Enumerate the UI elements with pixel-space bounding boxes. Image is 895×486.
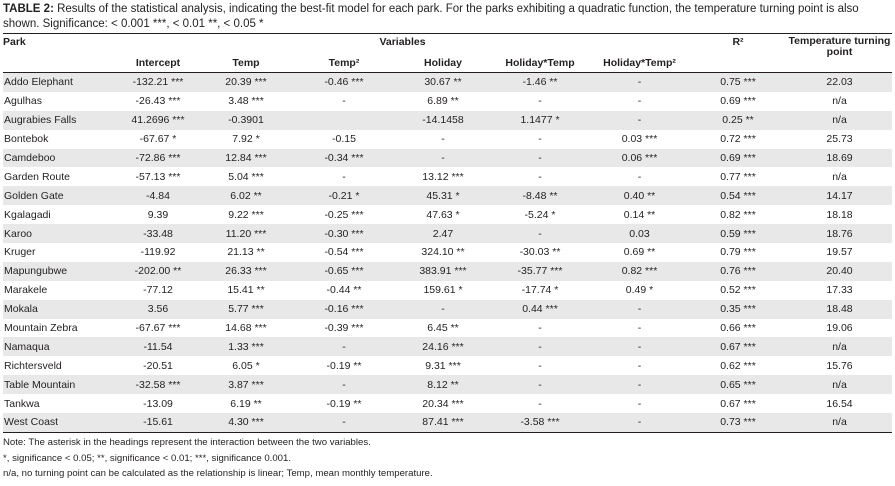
cell-holiday: - <box>396 149 490 168</box>
note-line: Note: The asterisk in the headings represent the interaction between the two variables. <box>3 436 371 448</box>
cell-temp: 15.41 ** <box>227 284 265 297</box>
table-row <box>3 262 892 281</box>
cell-r2: 0.54 *** <box>689 186 787 205</box>
cell-holiday-temp2: - <box>637 170 642 183</box>
cell-temp2: -0.39 *** <box>324 322 364 335</box>
cell-holiday: 9.31 *** <box>425 359 461 372</box>
cell-holiday: 8.12 ** <box>396 375 490 394</box>
cell-holiday-temp: - <box>538 170 542 183</box>
cell-holiday-temp: -35.77 *** <box>490 262 590 281</box>
cell-r2: 0.59 *** <box>689 224 787 243</box>
cell-r2: 0.75 *** <box>689 73 787 92</box>
cell-r2: 0.62 *** <box>720 359 756 372</box>
table-row <box>3 111 892 130</box>
cell-holiday-temp: -8.48 ** <box>490 186 590 205</box>
table-row <box>3 319 892 338</box>
table-row <box>3 186 892 205</box>
cell-holiday: -14.1458 <box>396 111 490 130</box>
cell-holiday-temp: - <box>490 375 590 394</box>
table-row <box>3 413 892 432</box>
table-row <box>3 300 892 319</box>
cell-temp2: - <box>342 170 346 183</box>
cell-temp: 12.84 *** <box>200 149 292 168</box>
header-row-columns <box>3 54 892 73</box>
cell-r2: 0.69 *** <box>689 149 787 168</box>
cell-holiday-temp2: 0.03 <box>590 224 689 243</box>
cell-temp2: -0.16 *** <box>292 300 396 319</box>
cell-holiday: 45.31 * <box>396 186 490 205</box>
cell-intercept: -4.84 <box>116 186 200 205</box>
cell-turning-point: n/a <box>787 413 892 432</box>
cell-temp: 3.48 *** <box>228 95 264 108</box>
table-row <box>3 394 892 413</box>
cell-park: Table Mountain <box>3 375 116 394</box>
cell-intercept: -32.58 *** <box>116 375 200 394</box>
cell-holiday-temp: 1.1477 * <box>490 111 590 130</box>
cell-r2: 0.72 *** <box>720 133 756 146</box>
cell-holiday: - <box>396 300 490 319</box>
cell-r2: 0.25 ** <box>689 111 787 130</box>
table-caption <box>3 2 892 32</box>
cell-holiday-temp: - <box>538 397 542 410</box>
cell-r2: 0.82 *** <box>720 208 756 221</box>
cell-turning-point: 16.54 <box>826 397 853 410</box>
cell-intercept: -20.51 <box>143 359 173 372</box>
cell-park: Bontebok <box>4 133 49 146</box>
header-variables: Variables <box>379 36 426 48</box>
cell-holiday-temp2: - <box>590 413 689 432</box>
table-row <box>3 73 892 92</box>
cell-turning-point: 18.48 <box>787 300 892 319</box>
cell-holiday-temp: - <box>490 224 590 243</box>
cell-holiday-temp: -3.58 *** <box>490 413 590 432</box>
header-turning-point: Temperature turning point <box>788 35 891 58</box>
cell-r2: 0.52 *** <box>720 284 756 297</box>
cell-holiday: - <box>441 133 445 146</box>
results-table <box>3 33 892 433</box>
cell-holiday-temp2: 0.40 ** <box>590 186 689 205</box>
header-holiday: Holiday <box>424 57 462 69</box>
cell-park: West Coast <box>3 413 116 432</box>
cell-holiday-temp2: - <box>590 337 689 356</box>
cell-temp: 7.92 * <box>232 133 260 146</box>
cell-holiday-temp: -5.24 * <box>524 208 556 221</box>
cell-r2: 0.79 *** <box>720 246 756 259</box>
cell-turning-point: 15.76 <box>826 359 853 372</box>
cell-temp2: -0.54 *** <box>324 246 364 259</box>
cell-temp: 20.39 *** <box>200 73 292 92</box>
cell-holiday-temp2: - <box>590 73 689 92</box>
cell-park: Namaqua <box>3 337 116 356</box>
cell-holiday-temp2: - <box>637 359 642 372</box>
cell-holiday-temp2: - <box>637 322 642 335</box>
cell-intercept: -119.92 <box>140 246 176 259</box>
cell-temp2: -0.21 * <box>292 186 396 205</box>
cell-holiday-temp: - <box>538 359 542 372</box>
header-r2: R² <box>732 36 744 48</box>
cell-holiday-temp2: - <box>590 111 689 130</box>
cell-r2: 0.69 *** <box>720 95 756 108</box>
cell-temp: 6.02 ** <box>200 186 292 205</box>
cell-holiday: 20.34 *** <box>422 397 464 410</box>
cell-temp: 14.68 *** <box>225 322 267 335</box>
header-holiday-temp2: Holiday*Temp² <box>603 57 676 69</box>
cell-holiday: 324.10 ** <box>421 246 465 259</box>
cell-park: Golden Gate <box>3 186 116 205</box>
table-row <box>3 281 892 300</box>
cell-holiday: 30.67 ** <box>396 73 490 92</box>
cell-park: Karoo <box>3 224 116 243</box>
table-row <box>3 92 892 111</box>
cell-r2: 0.67 *** <box>720 397 756 410</box>
cell-temp: 1.33 *** <box>200 337 292 356</box>
cell-holiday-temp: - <box>538 133 542 146</box>
table-row <box>3 167 892 186</box>
cell-turning-point: n/a <box>787 111 892 130</box>
note-line: n/a, no turning point can be calculated as the relationship is linear; Temp, mean monthly temperature. <box>3 468 433 480</box>
cell-r2: 0.65 *** <box>689 375 787 394</box>
table-row <box>3 337 892 356</box>
table-row <box>3 224 892 243</box>
table-row <box>3 356 892 375</box>
cell-temp2: -0.44 ** <box>326 284 362 297</box>
cell-holiday-temp: 0.44 *** <box>490 300 590 319</box>
cell-park: Mapungubwe <box>3 262 116 281</box>
cell-park: Tankwa <box>4 397 40 410</box>
cell-park: Agulhas <box>4 95 42 108</box>
cell-holiday-temp: -17.74 * <box>521 284 559 297</box>
cell-park: Camdeboo <box>3 149 116 168</box>
cell-intercept: -132.21 *** <box>116 73 200 92</box>
header-row-top <box>3 34 892 55</box>
table-row <box>3 375 892 394</box>
cell-holiday-temp: - <box>538 322 542 335</box>
cell-temp: -0.3901 <box>200 111 292 130</box>
cell-temp2: - <box>342 95 346 108</box>
cell-r2: 0.66 *** <box>720 322 756 335</box>
cell-holiday-temp2: - <box>637 397 642 410</box>
cell-turning-point: n/a <box>787 375 892 394</box>
cell-r2: 0.73 *** <box>689 413 787 432</box>
cell-holiday: 6.89 ** <box>427 95 459 108</box>
cell-park: Kruger <box>4 246 36 259</box>
header-park: Park <box>3 36 26 48</box>
cell-holiday-temp2: 0.14 ** <box>623 208 656 221</box>
cell-temp: 6.19 ** <box>230 397 262 410</box>
cell-holiday-temp: -30.03 ** <box>519 246 561 259</box>
cell-temp2: -0.19 ** <box>326 397 362 410</box>
cell-temp2: -0.65 *** <box>292 262 396 281</box>
table-body <box>3 73 892 433</box>
cell-park: Garden Route <box>4 170 70 183</box>
cell-turning-point: n/a <box>832 170 847 183</box>
cell-temp: 5.04 *** <box>228 170 264 183</box>
cell-holiday-temp: - <box>490 337 590 356</box>
cell-holiday-temp: -1.46 ** <box>490 73 590 92</box>
cell-turning-point: 18.76 <box>787 224 892 243</box>
cell-temp2: - <box>292 337 396 356</box>
cell-intercept: -77.12 <box>143 284 173 297</box>
cell-park: Kgalagadi <box>4 208 51 221</box>
cell-holiday: 13.12 *** <box>422 170 464 183</box>
cell-r2: 0.35 *** <box>689 300 787 319</box>
cell-park: Marakele <box>4 284 48 297</box>
cell-turning-point: 22.03 <box>787 73 892 92</box>
cell-turning-point: 19.57 <box>826 246 853 259</box>
cell-turning-point: 19.06 <box>826 322 853 335</box>
cell-intercept: -202.00 ** <box>116 262 200 281</box>
cell-turning-point: 18.69 <box>787 149 892 168</box>
cell-turning-point: n/a <box>787 337 892 356</box>
cell-intercept: -67.67 *** <box>135 322 181 335</box>
cell-park: Richtersveld <box>4 359 62 372</box>
cell-temp: 5.77 *** <box>200 300 292 319</box>
cell-holiday: 159.61 * <box>423 284 463 297</box>
cell-temp2: - <box>292 375 396 394</box>
cell-intercept: -26.43 *** <box>135 95 181 108</box>
header-holiday-temp: Holiday*Temp <box>505 57 575 69</box>
cell-holiday-temp2: 0.49 * <box>625 284 654 297</box>
cell-temp2: -0.30 *** <box>292 224 396 243</box>
cell-intercept: -11.54 <box>116 337 200 356</box>
cell-temp2: -0.34 *** <box>292 149 396 168</box>
cell-turning-point: 25.73 <box>826 133 853 146</box>
cell-temp: 3.87 *** <box>200 375 292 394</box>
cell-holiday: 2.47 <box>396 224 490 243</box>
cell-intercept: 3.56 <box>116 300 200 319</box>
cell-r2: 0.77 *** <box>720 170 756 183</box>
cell-holiday: 24.16 *** <box>396 337 490 356</box>
cell-holiday: 87.41 *** <box>396 413 490 432</box>
table-row <box>3 243 892 262</box>
cell-holiday-temp2: 0.03 *** <box>621 133 658 146</box>
cell-temp2: -0.15 <box>332 133 356 146</box>
caption-text: Results of the statistical analysis, indicating the best-fit model for each park. For the parks exhibiting a quadratic function, the temperature turning point is also shown. Significance: < 0.001 ***, < 0.01 **, < 0.05 * <box>3 3 859 30</box>
cell-intercept: -57.13 *** <box>135 170 181 183</box>
cell-temp: 9.22 *** <box>228 208 264 221</box>
cell-holiday-temp2: 0.69 ** <box>623 246 656 259</box>
cell-intercept: -67.67 * <box>139 133 177 146</box>
header-temp2: Temp² <box>328 57 360 69</box>
cell-holiday-temp: - <box>490 149 590 168</box>
table-row <box>3 205 892 224</box>
cell-intercept: -15.61 <box>116 413 200 432</box>
cell-turning-point: 18.18 <box>826 208 853 221</box>
header-intercept: Intercept <box>135 57 181 69</box>
cell-temp: 6.05 * <box>232 359 260 372</box>
cell-holiday-temp2: - <box>637 95 642 108</box>
cell-turning-point: 20.40 <box>787 262 892 281</box>
cell-park: Addo Elephant <box>3 73 116 92</box>
cell-holiday-temp2: 0.82 *** <box>590 262 689 281</box>
cell-turning-point: n/a <box>832 95 847 108</box>
cell-holiday-temp2: 0.06 *** <box>590 149 689 168</box>
cell-holiday-temp2: - <box>590 300 689 319</box>
cell-turning-point: 14.17 <box>787 186 892 205</box>
caption-label: TABLE 2: <box>3 3 54 15</box>
cell-temp: 4.30 *** <box>200 413 292 432</box>
cell-intercept: 41.2696 *** <box>116 111 200 130</box>
note-line: *, significance < 0.05; **, significance < 0.01; ***, significance 0.001. <box>3 452 291 464</box>
cell-park: Mountain Zebra <box>4 322 78 335</box>
cell-turning-point: 17.33 <box>826 284 853 297</box>
cell-intercept: -33.48 <box>116 224 200 243</box>
cell-intercept: -13.09 <box>143 397 173 410</box>
cell-holiday: 47.63 * <box>426 208 460 221</box>
cell-temp: 26.33 *** <box>200 262 292 281</box>
cell-park: Mokala <box>3 300 116 319</box>
table-row <box>3 149 892 168</box>
table-row <box>3 130 892 149</box>
cell-temp: 11.20 *** <box>200 224 292 243</box>
cell-holiday: 383.91 *** <box>396 262 490 281</box>
cell-holiday-temp2: - <box>590 375 689 394</box>
cell-temp2 <box>292 111 396 130</box>
cell-intercept: -72.86 *** <box>116 149 200 168</box>
cell-temp2: -0.25 *** <box>324 208 364 221</box>
cell-holiday: 6.45 ** <box>427 322 459 335</box>
table-notes <box>3 435 892 482</box>
cell-temp2: -0.19 ** <box>326 359 362 372</box>
cell-temp2: -0.46 *** <box>292 73 396 92</box>
cell-park: Augrabies Falls <box>3 111 116 130</box>
cell-intercept: 9.39 <box>147 208 169 221</box>
cell-temp: 21.13 ** <box>227 246 265 259</box>
cell-temp2: - <box>292 413 396 432</box>
cell-r2: 0.67 *** <box>689 337 787 356</box>
header-temp: Temp <box>232 57 260 69</box>
cell-r2: 0.76 *** <box>689 262 787 281</box>
cell-holiday-temp: - <box>538 95 542 108</box>
